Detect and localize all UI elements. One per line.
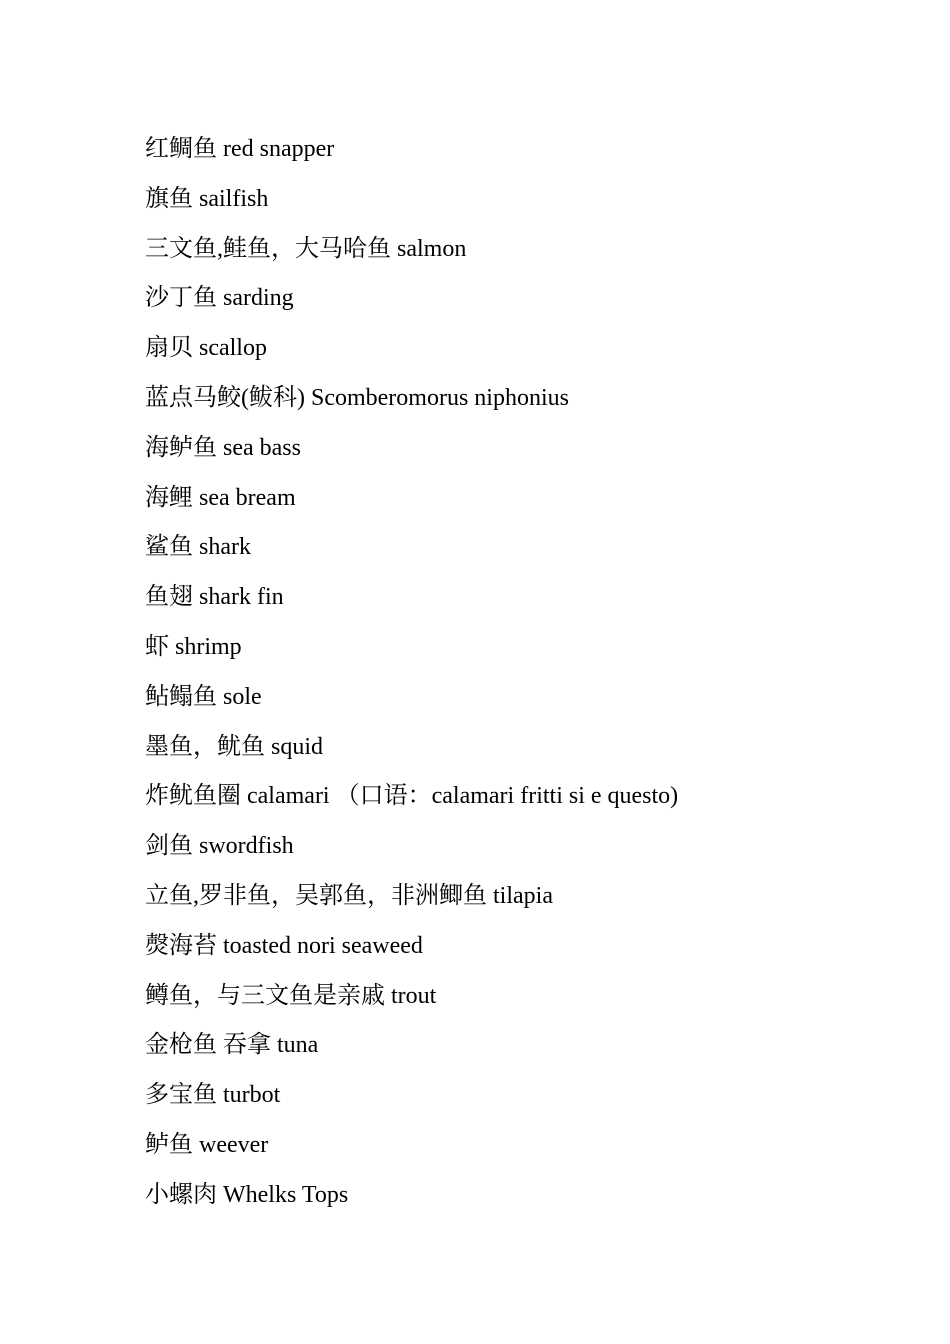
vocabulary-entry: 旗鱼 sailfish — [145, 185, 269, 212]
vocabulary-entry: 墨鱼，鱿鱼 squid — [145, 733, 324, 760]
vocabulary-entry: 虾 shrimp — [145, 633, 242, 660]
vocabulary-entry: 剑鱼 swordfish — [145, 833, 294, 860]
vocabulary-entry: 炸鱿鱼圈 calamari （口语：calamari fritti si e questo) — [145, 783, 679, 810]
vocabulary-entry: 海鲤 sea bream — [145, 484, 296, 511]
vocabulary-entry: 小螺肉 Whelks Tops — [145, 1181, 349, 1208]
vocabulary-entry: 沙丁鱼 sarding — [145, 285, 294, 312]
vocabulary-entry: 鳟鱼，与三文鱼是亲戚 trout — [145, 982, 437, 1009]
vocabulary-entry: 鲈鱼 weever — [145, 1131, 269, 1158]
vocabulary-entry: 鱼翅 shark fin — [145, 584, 284, 611]
vocabulary-entry: 海鲈鱼 sea bass — [145, 434, 301, 461]
vocabulary-entry: 金枪鱼 吞拿 tuna — [145, 1032, 319, 1059]
vocabulary-entry: 多宝鱼 turbot — [145, 1082, 281, 1109]
vocabulary-entry: 三文鱼,鲑鱼，大马哈鱼 salmon — [145, 235, 467, 262]
vocabulary-entry: 鲇鳎鱼 sole — [145, 683, 262, 710]
vocabulary-entry: 鲨鱼 shark — [145, 534, 251, 561]
vocabulary-entry: 立鱼,罗非鱼，吴郭鱼，非洲鲫鱼 tilapia — [145, 882, 553, 909]
vocabulary-entry: 红鲷鱼 red snapper — [145, 136, 335, 162]
vocabulary-list — [145, 132, 678, 1228]
vocabulary-entry: 蓝点马鲛(鲅科) Scomberomorus niphonius — [145, 384, 569, 411]
vocabulary-entry: 㷫海苔 toasted nori seaweed — [145, 932, 423, 959]
vocabulary-entry: 扇贝 scallop — [145, 335, 267, 362]
